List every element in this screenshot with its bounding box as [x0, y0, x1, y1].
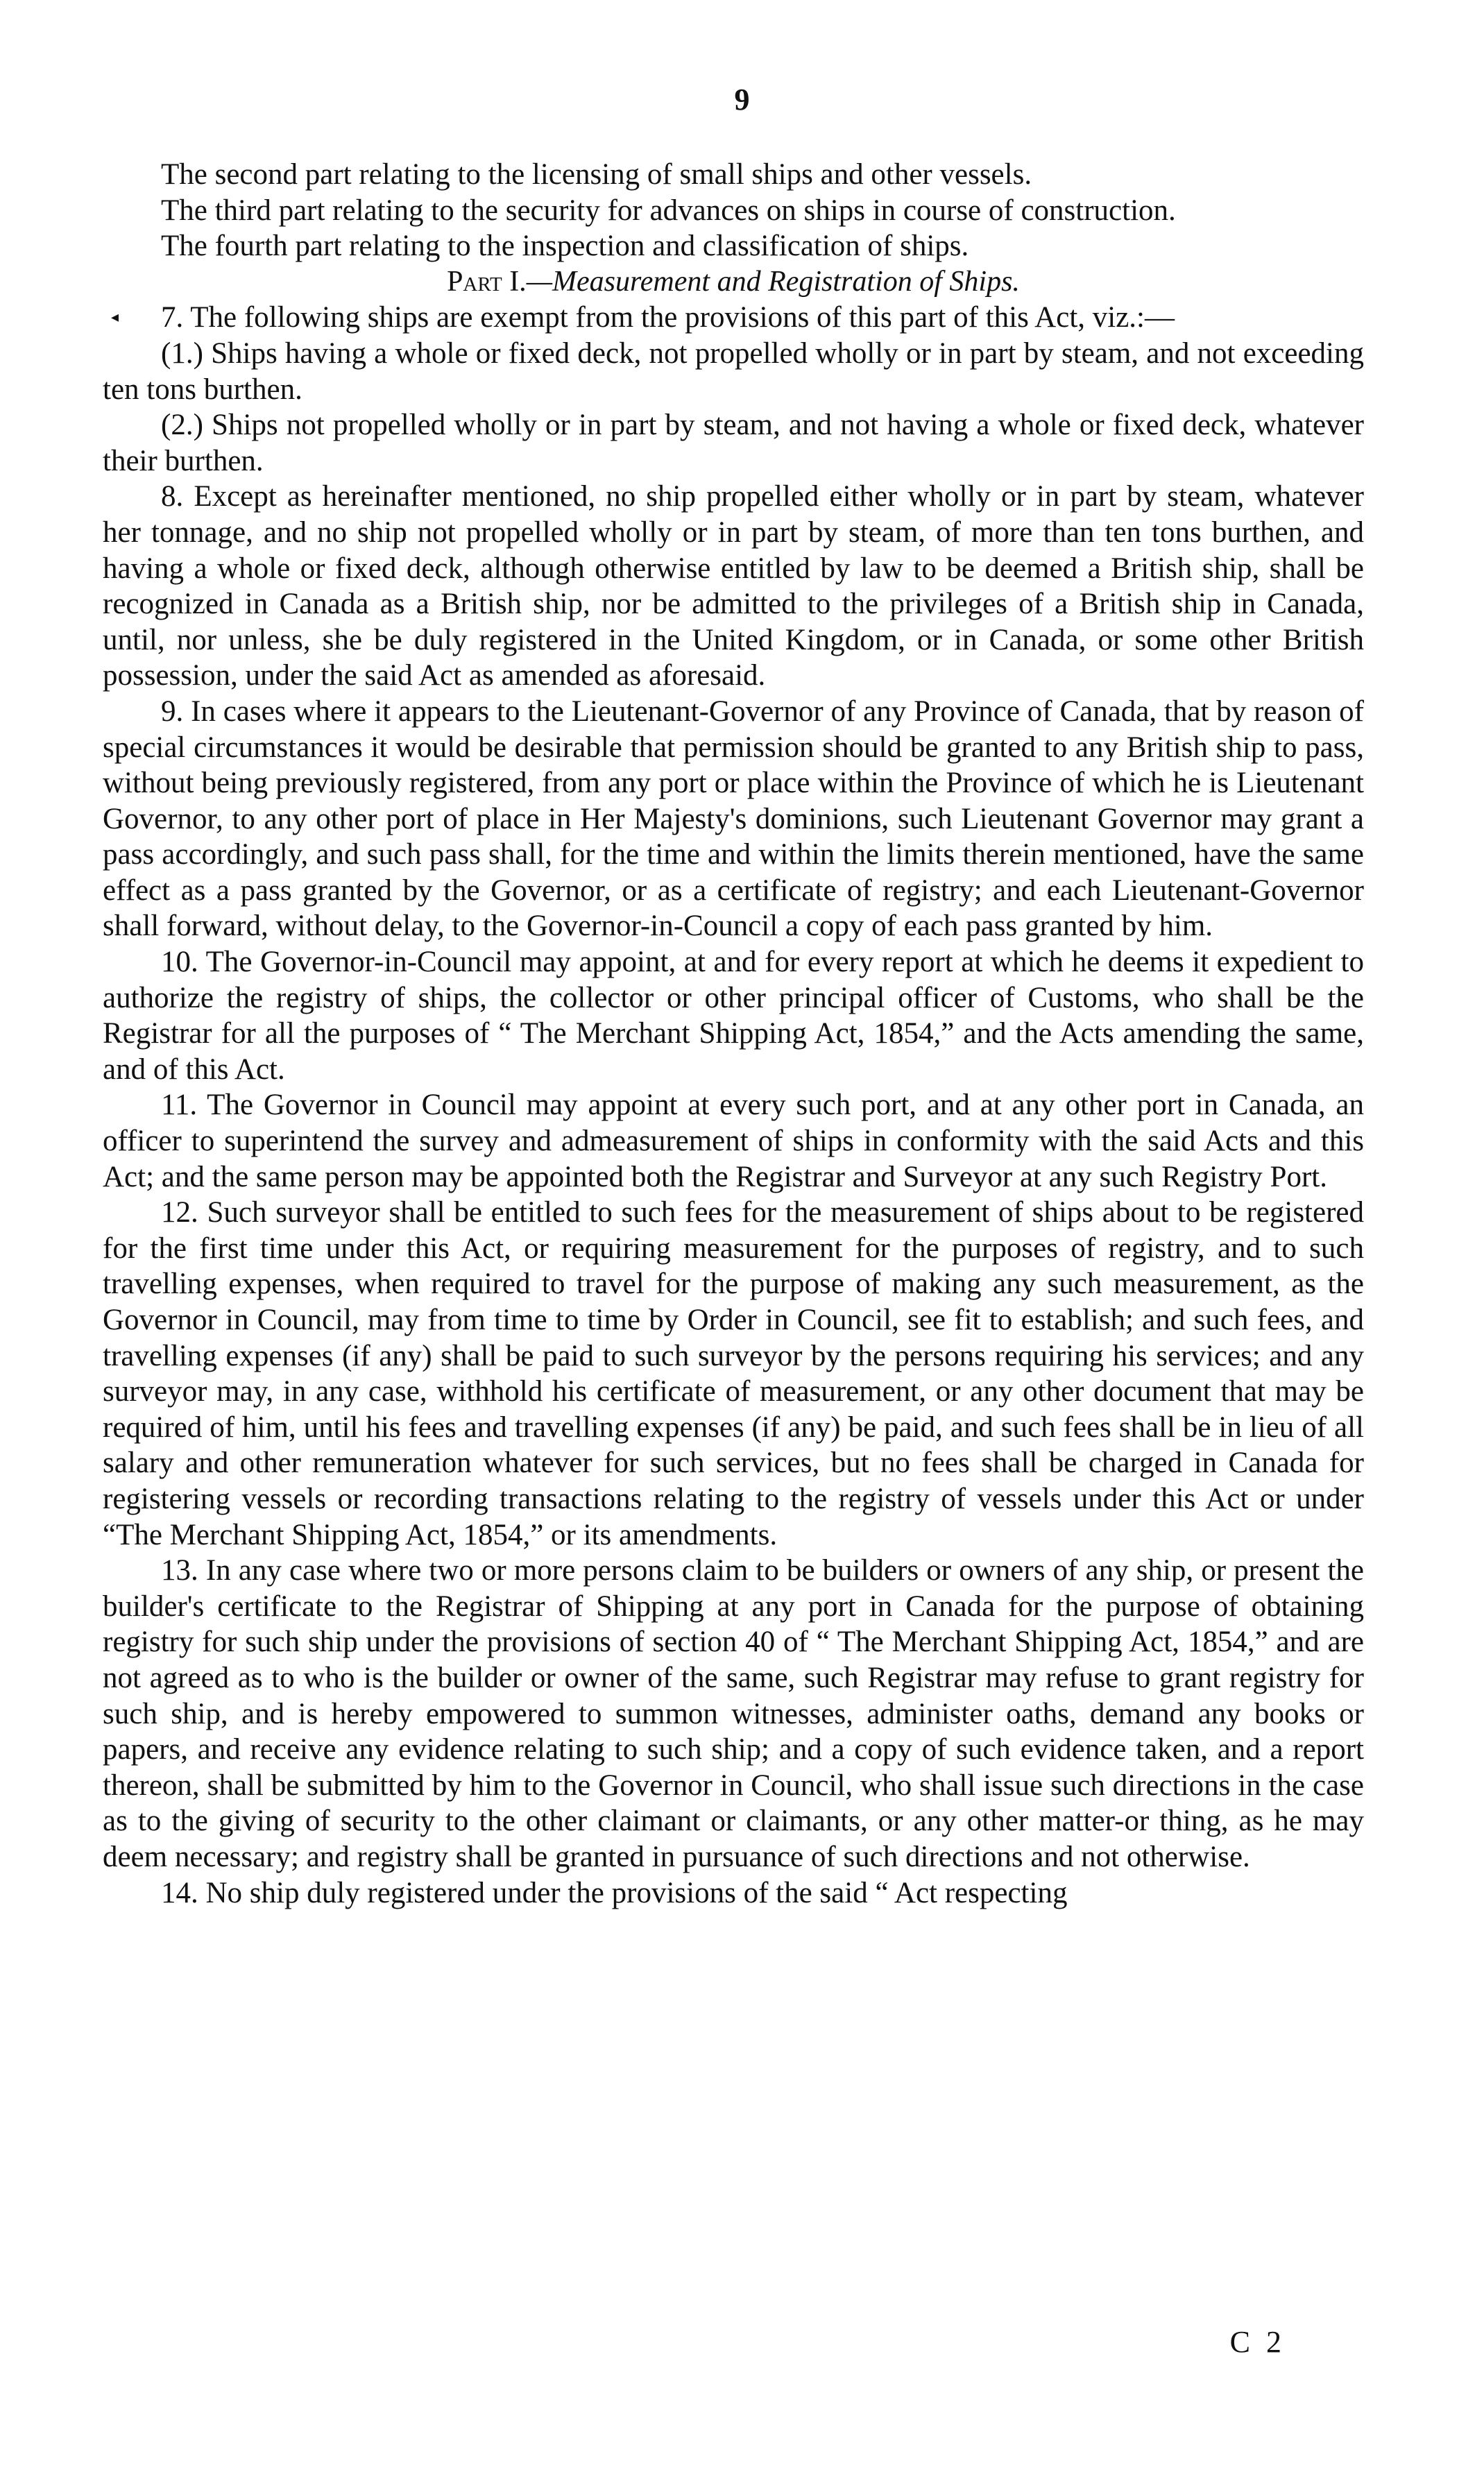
section-8: 8. Except as hereinafter mentioned, no ship propelled either wholly or in part by steam, whatever her tonnage, and no ship not propelled wholly or in part by steam, of more than ten tons burthen, and having a whole or fixed deck, although otherwise entitled by law to be deemed a British ship, shall be recognized in Canada as a British ship, nor be admitted to the privileges of a British ship in Canada, until, nor unless, she be duly registered in the United Kingdom, or in Canada, or some other British possession, under the said Act as amended as aforesaid. — [103, 480, 1364, 692]
intro-paragraph: The fourth part relating to the inspection and classification of ships. — [161, 230, 969, 263]
section-11: 11. The Governor in Council may appoint at every such port, and at any other port in Canada, an officer to superintend the survey and admeasurement of ships in conformity with the said Acts and this Act; and the same person may be appointed both the Registrar and Surveyor at any such Registry Port. — [103, 1089, 1364, 1193]
intro-paragraph: The second part relating to the licensing of small ships and other vessels. — [161, 158, 1032, 191]
signature-mark: C 2 — [1229, 2325, 1286, 2359]
section-14: 14. No ship duly registered under the provisions of the said “ Act respecting — [161, 1876, 1068, 1909]
section-12: 12. Such surveyor shall be entitled to such fees for the measurement of ships about to be registered for the first time under this Act, or requiring measurement for the purposes of registry, and to such travelling expenses, when required to travel for the purpose of making any such measurement, as the Governor in Council, may from time to time by Order in Council, see fit to establish; and such fees, and travelling expenses (if any) shall be paid to such surveyor by the persons requiring his services; and any surveyor may, in any case, withhold his certificate of measurement, or any other document that may be required of him, until his fees and travelling expenses (if any) be paid, and such fees shall be in lieu of all salary and other remuneration whatever for such services, but no fees shall be charged in Canada for registering vessels or recording transactions relating to the registry of vessels under this Act or under “The Merchant Shipping Act, 1854,” or its amendments. — [103, 1196, 1364, 1551]
document-body — [103, 157, 1364, 1911]
stray-mark: ◂ — [111, 308, 119, 325]
section-13: 13. In any case where two or more persons claim to be builders or owners of any ship, or present the builder's certificate to the Registrar of Shipping at any port in Canada for the purpose of obtaining registry for such ship under the provisions of section 40 of “ The Merchant Shipping Act, 1854,” and are not agreed as to who is the builder or owner of the same, such Registrar may refuse to grant registry for such ship, and is hereby empowered to summon witnesses, administer oaths, demand any books or papers, and receive any evidence relating to such ship; and a copy of such evidence taken, and a report thereon, shall be submitted by him to the Governor in Council, who shall issue such directions in the case as to the giving of security to the other claimant or claimants, or any other matter-or thing, as he may deem necessary; and registry shall be granted in pursuance of such directions and not otherwise. — [103, 1554, 1364, 1873]
page-number: 9 — [734, 83, 750, 117]
part-title: —Measurement and Registration of Ships. — [526, 265, 1020, 298]
section-7: 7. The following ships are exempt from the provisions of this part of this Act, viz.:— — [161, 301, 1175, 334]
part-heading — [103, 264, 1364, 300]
intro-paragraph: The third part relating to the security for advances on ships in course of construction. — [161, 194, 1176, 227]
section-9: 9. In cases where it appears to the Lieutenant-Governor of any Province of Canada, that by reason of special circumstances it would be desirable that permission should be granted to any British ship to pass, without being previously registered, from any port or place within the Province of which he is Lieutenant Governor, to any other port of place in Her Majesty's dominions, such Lieutenant Governor may grant a pass accordingly, and such pass shall, for the time and within the limits therein mentioned, have the same effect as a pass granted by the Governor, or as a certificate of registry; and each Lieutenant-Governor shall forward, without delay, to the Governor-in-Council a copy of each pass granted by him. — [103, 695, 1364, 943]
intro-section — [103, 157, 1364, 264]
section-10: 10. The Governor-in-Council may appoint, at and for every report at which he deems it expedient to authorize the registry of ships, the collector or other principal officer of Customs, who shall be the Registrar for all the purposes of “ The Merchant Shipping Act, 1854,” and the Acts amending the same, and of this Act. — [103, 946, 1364, 1086]
subsection-2: (2.) Ships not propelled wholly or in part by steam, and not having a whole or fixed deck, whatever their burthen. — [103, 409, 1364, 477]
part-label: Part I. — [447, 265, 527, 298]
subsection-1: (1.) Ships having a whole or fixed deck, not propelled wholly or in part by steam, and not exceeding ten tons burthen. — [103, 336, 1364, 406]
